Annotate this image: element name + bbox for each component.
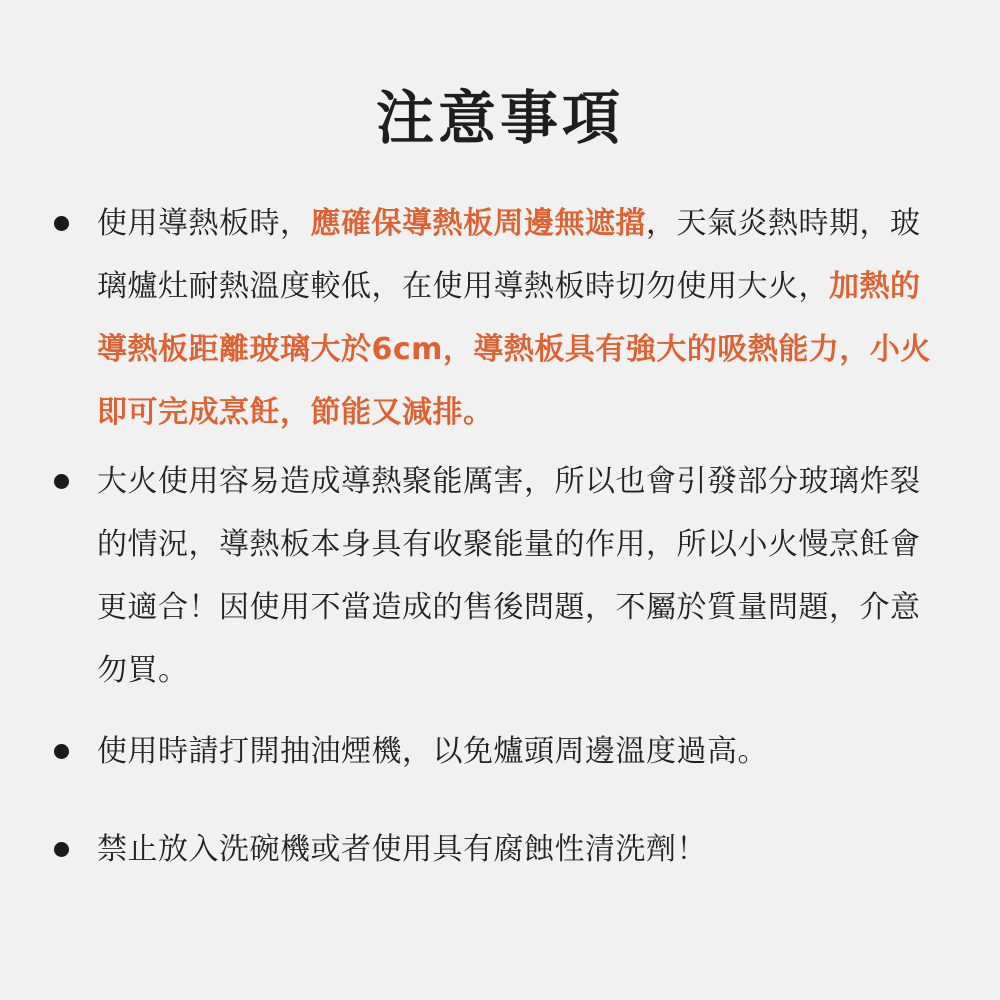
bullet-icon [54,744,69,759]
notice-text-segment: 禁止放入洗碗機或者使用具有腐蝕性清洗劑！ [97,832,707,867]
notice-text-segment: 使用時請打開抽油煙機，以免爐頭周邊溫度過高。 [97,734,768,769]
bullet-icon [54,842,69,857]
notice-text-segment: 使用導熱板時， [97,206,311,241]
notice-text [97,192,937,444]
bullet-icon [54,216,69,231]
notice-text-segment: 大火使用容易造成導熱聚能厲害，所以也會引發部分玻璃炸裂的情況，導熱板本身具有收聚能量的作用，所以小火慢烹飪會更適合！因使用不當造成的售後問題，不屬於質量問題，介意勿買。 [97,464,921,688]
notice-text [97,818,937,881]
notice-highlight-segment: 應確保導熱板周邊無遮擋 [310,206,646,241]
notice-text [97,450,937,702]
notice-highlight-segment: 加熱的導熱板距離玻璃大於6cm，導熱板具有強大的吸熱能力，小火即可完成烹飪，節能又減排。 [97,269,931,430]
page-title: 注意事項 [375,84,624,152]
bullet-icon [54,474,69,489]
notice-text [97,720,937,783]
notice-text-segment: ，天氣炎熱時期，玻璃爐灶耐熱溫度較低，在使用導熱板時切勿使用大火， [97,206,921,304]
